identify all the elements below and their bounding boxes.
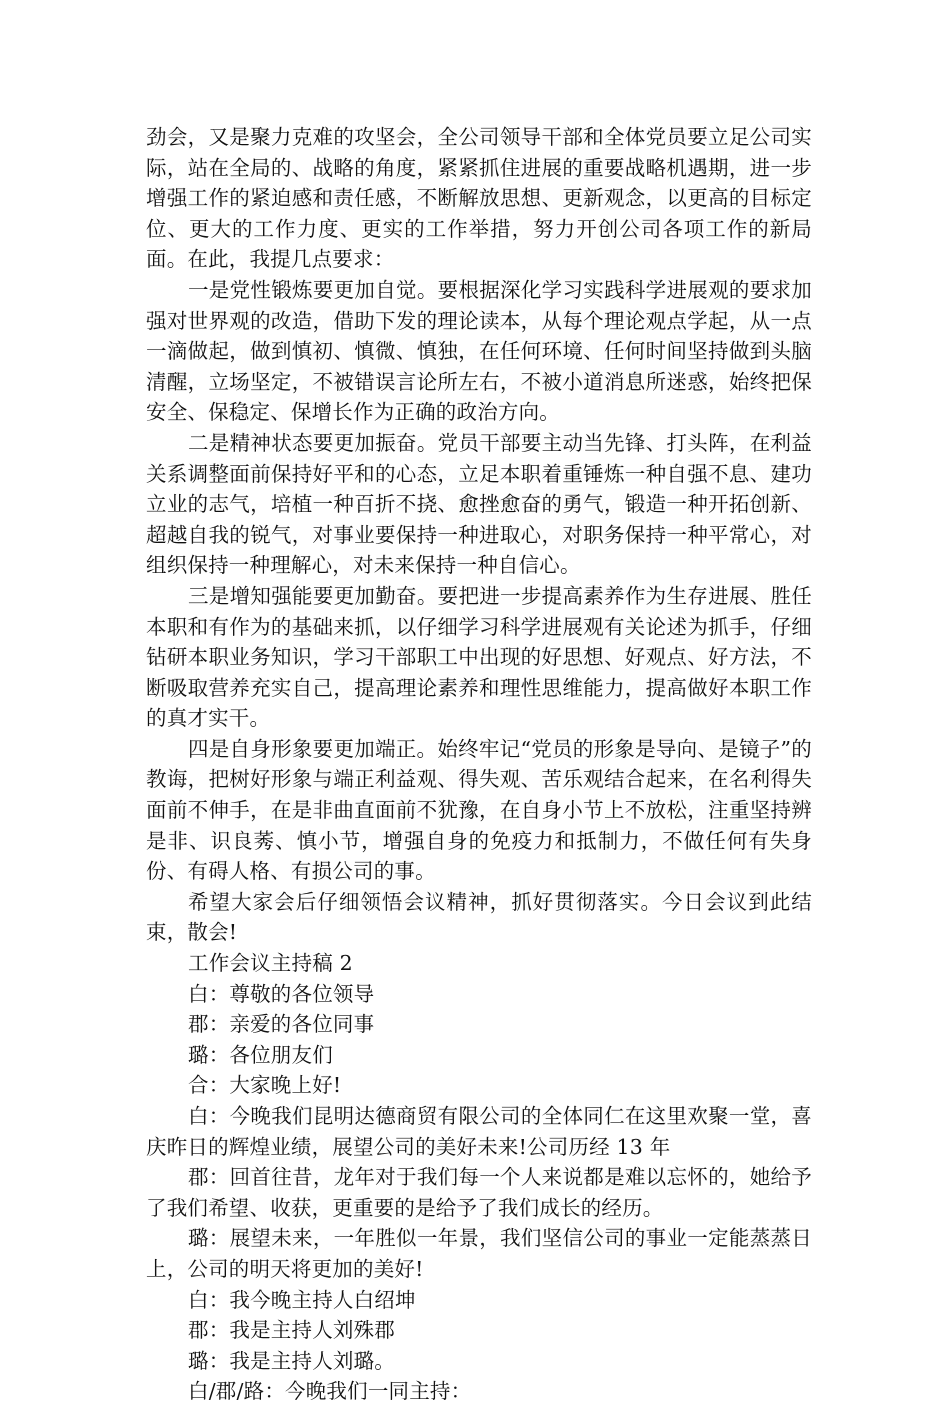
dialogue-line: 璐：各位朋友们	[188, 1042, 333, 1067]
dialogue-line: 合：大家晚上好!	[188, 1073, 342, 1098]
paragraph-point-four: 四是自身形象要更加端正。始终牢记“党员的形象是导向、是镜子”的教诲，把树好形象与端正利益观、得失观、苦乐观结合起来，在名利得失面前不伸手，在是非曲直面前不犹豫，在自身小节上不放松，注重坚持辨是非、识良莠、慎小节，增强自身的免疫力和抵制力，不做任何有失身份、有碍人格、有损公司的事。	[146, 736, 812, 884]
dialogue-line: 璐：我是主持人刘璐。	[188, 1348, 395, 1373]
paragraph-point-one: 一是党性锻炼要更加自觉。要根据深化学习实践科学进展观的要求加强对世界观的改造，借助下发的理论读本，从每个理论观点学起，从一点一滴做起，做到慎初、慎微、慎独，在任何环境、任何时间坚持做到头脑清醒，立场坚定，不被错误言论所左右，不被小道消息所迷惑，始终把保安全、保稳定、保增长作为正确的政治方向。	[146, 277, 812, 425]
dialogue-paragraph: 郡：回首往昔，龙年对于我们每一个人来说都是难以忘怀的，她给予了我们希望、收获，更重要的是给予了我们成长的经历。	[146, 1165, 812, 1220]
paragraph-point-three: 三是增知强能要更加勤奋。要把进一步提高素养作为生存进展、胜任本职和有作为的基础来抓，以仔细学习科学进展观有关论述为抓手，仔细钻研本职业务知识，学习干部职工中出现的好思想、好观点、好方法，不断吸取营养充实自己，提高理论素养和理性思维能力，提高做好本职工作的真才实干。	[146, 583, 812, 731]
dialogue-paragraph: 白：今晚我们昆明达德商贸有限公司的全体同仁在这里欢聚一堂，喜庆昨日的辉煌业绩，展望公司的美好未来!公司历经 13 年	[146, 1104, 812, 1159]
paragraph-closing: 希望大家会后仔细领悟会议精神，抓好贯彻落实。今日会议到此结束，散会!	[146, 889, 812, 945]
dialogue-line: 白/郡/路：今晚我们一同主持：	[188, 1379, 472, 1404]
dialogue-line: 白：尊敬的各位领导	[188, 981, 375, 1006]
document-body	[146, 122, 812, 1407]
dialogue-paragraph: 璐：展望未来，一年胜似一年景，我们坚信公司的事业一定能蒸蒸日上，公司的明天将更加的美好!	[146, 1226, 812, 1281]
dialogue-line: 郡：亲爱的各位同事	[188, 1012, 375, 1037]
section-title: 工作会议主持稿 2	[188, 951, 353, 976]
paragraph-point-two: 二是精神状态要更加振奋。党员干部要主动当先锋、打头阵，在利益关系调整面前保持好平和的心态，立足本职着重锤炼一种自强不息、建功立业的志气，培植一种百折不挠、愈挫愈奋的勇气，锻造一种开拓创新、超越自我的锐气，对事业要保持一种进取心，对职务保持一种平常心，对组织保持一种理解心，对未来保持一种自信心。	[146, 430, 812, 578]
paragraph-intro: 劲会，又是聚力克难的攻坚会，全公司领导干部和全体党员要立足公司实际，站在全局的、战略的角度，紧紧抓住进展的重要战略机遇期，进一步增强工作的紧迫感和责任感，不断解放思想、更新观念，以更高的目标定位、更大的工作力度、更实的工作举措，努力开创公司各项工作的新局面。在此，我提几点要求：	[146, 125, 812, 272]
dialogue-line: 郡：我是主持人刘殊郡	[188, 1318, 395, 1343]
dialogue-line: 白：我今晚主持人白绍坤	[188, 1287, 416, 1312]
